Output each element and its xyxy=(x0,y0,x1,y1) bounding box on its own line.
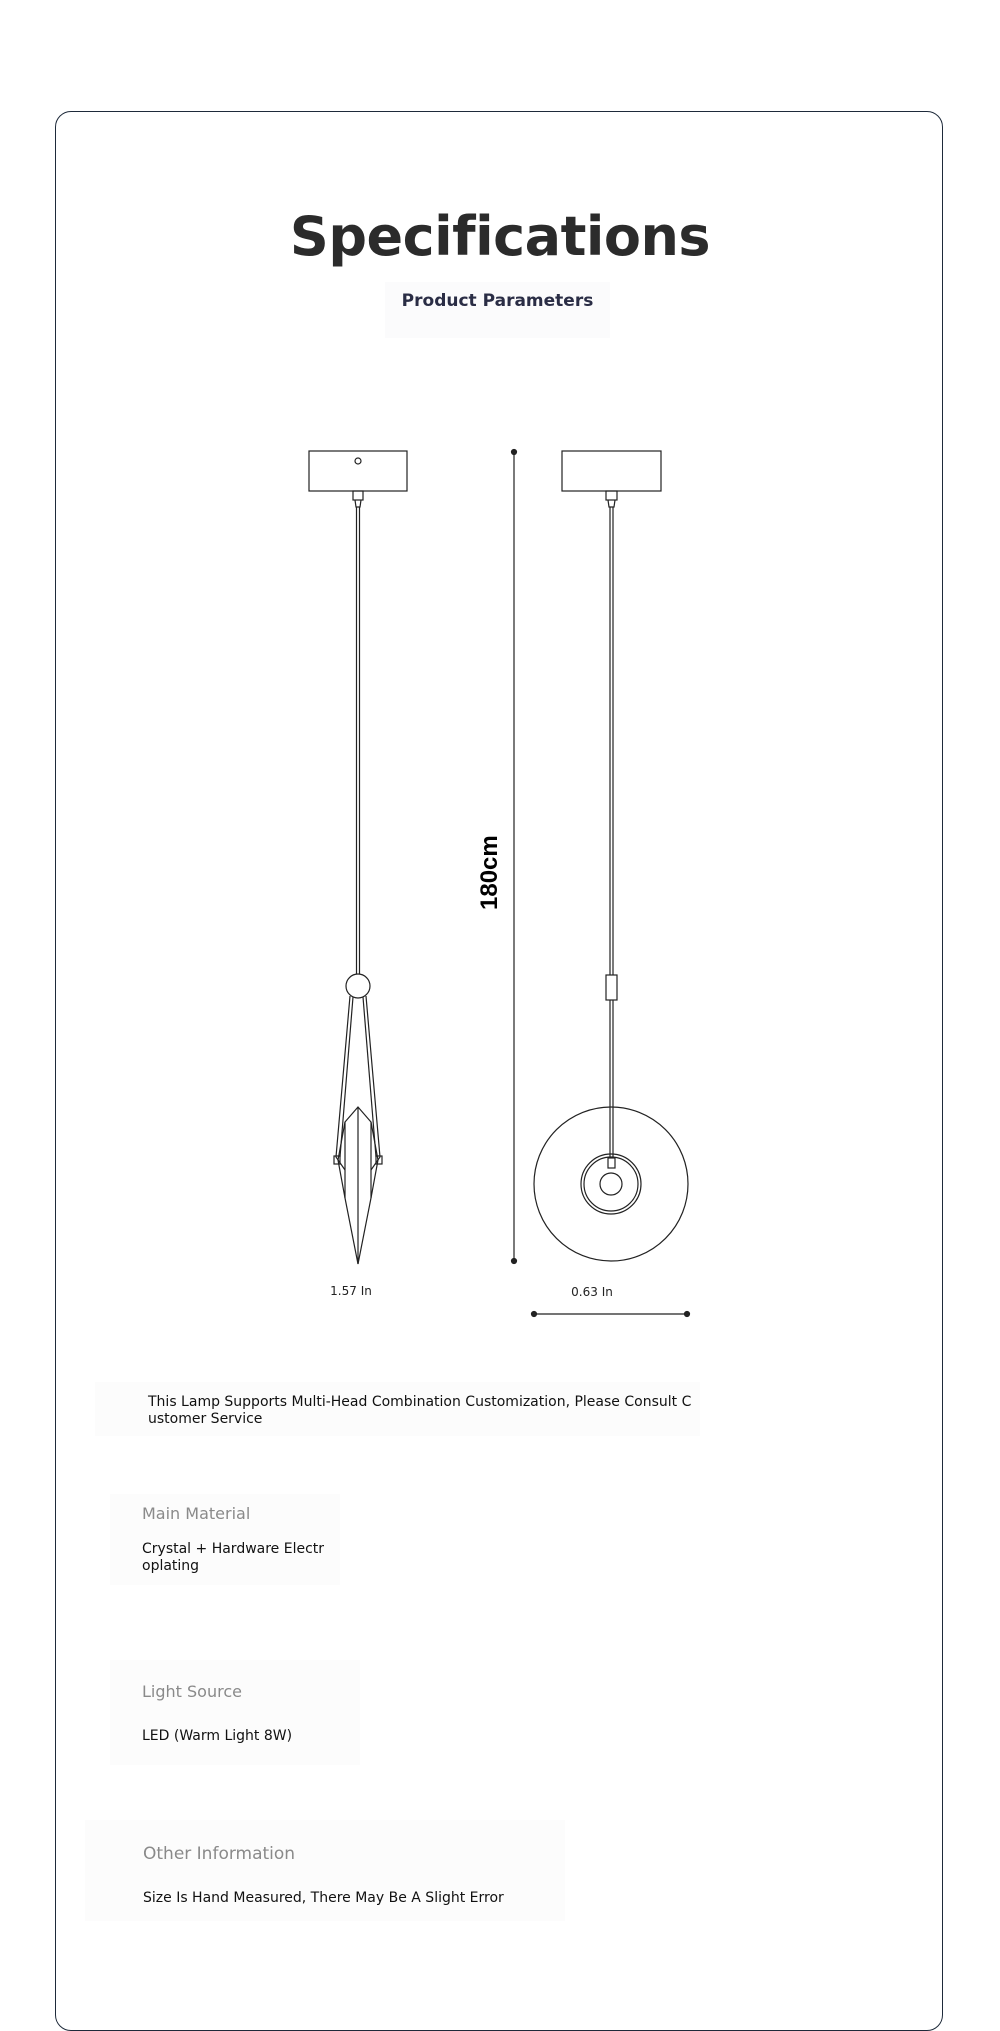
right-lamp-canopy xyxy=(562,451,661,507)
left-width-label: 1.57 In xyxy=(330,1284,372,1298)
customization-note: This Lamp Supports Multi-Head Combination Customization, Please Consult Customer Service xyxy=(95,1382,700,1436)
page-title: Specifications xyxy=(289,205,711,268)
spec-value: LED (Warm Light 8W) xyxy=(142,1728,293,1744)
right-lamp-cord xyxy=(606,507,617,1168)
spec-label: Light Source xyxy=(142,1682,242,1701)
left-lamp-crystal xyxy=(334,974,382,1264)
right-lamp-disc xyxy=(534,1107,688,1261)
width-dimension-line xyxy=(532,1312,690,1317)
height-dimension-label: 180cm xyxy=(476,835,503,910)
spec-label: Main Material xyxy=(142,1504,251,1523)
left-lamp-canopy xyxy=(309,451,407,507)
page-subtitle: Product Parameters xyxy=(385,282,610,338)
spec-label: Other Information xyxy=(143,1844,296,1864)
spec-other-information xyxy=(85,1820,565,1921)
spec-value: Size Is Hand Measured, There May Be A Slight Error xyxy=(143,1890,504,1906)
left-lamp-cord xyxy=(357,507,360,975)
spec-value: Crystal + Hardware Electroplating xyxy=(142,1541,325,1574)
right-width-label: 0.63 In xyxy=(571,1285,613,1299)
spec-light-source xyxy=(110,1660,360,1765)
spec-main-material xyxy=(110,1494,340,1585)
height-dimension-line xyxy=(512,450,517,1264)
